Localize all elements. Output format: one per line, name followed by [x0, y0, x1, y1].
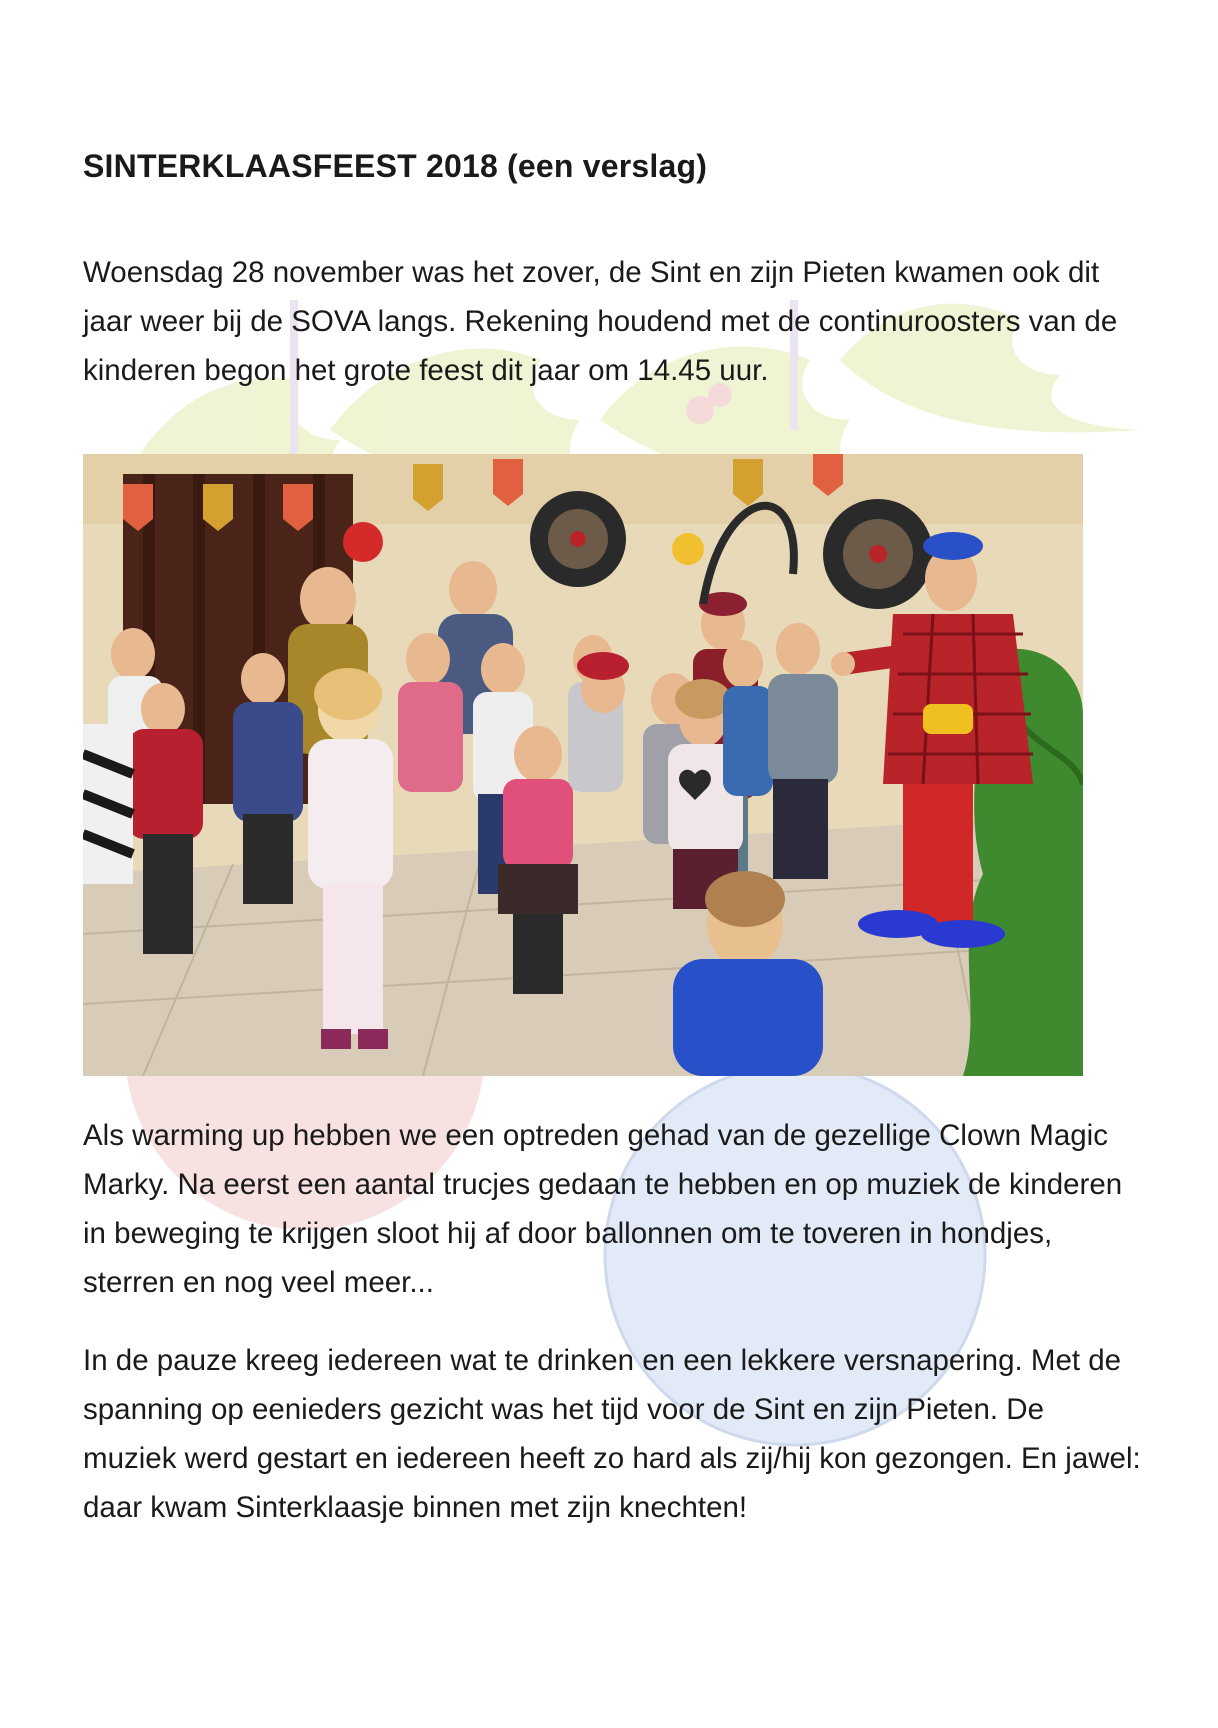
- document-title: SINTERKLAASFEEST 2018 (een verslag): [83, 148, 708, 184]
- party-photo: [83, 454, 1083, 1076]
- paragraph-intro: Woensdag 28 november was het zover, de Sint en zijn Pieten kwamen ook dit jaar weer bij de SOVA langs. Rekening houdend met de continuroosters van de kinderen begon het grote feest dit jaar om 14.45 uur.: [83, 256, 1118, 387]
- party-photo-image: [83, 454, 1083, 1076]
- paragraph-clown: Als warming up hebben we een optreden gehad van de gezellige Clown Magic Marky. Na eerst een aantal trucjes gedaan te hebben en op muziek de kinderen in beweging te krijgen sloot hij af door ballonnen om te toveren in hondjes, sterren en nog veel meer...: [83, 1119, 1123, 1299]
- paragraph-sinterklaas: In de pauze kreeg iedereen wat te drinken en een lekkere versnapering. Met de spanning op eenieders gezicht was het tijd voor de Sint en zijn Pieten. De muziek werd gestart en iedereen heeft zo hard als zij/hij kon gezongen. En jawel: daar kwam Sinterklaasje binnen met zijn knechten!: [83, 1344, 1141, 1524]
